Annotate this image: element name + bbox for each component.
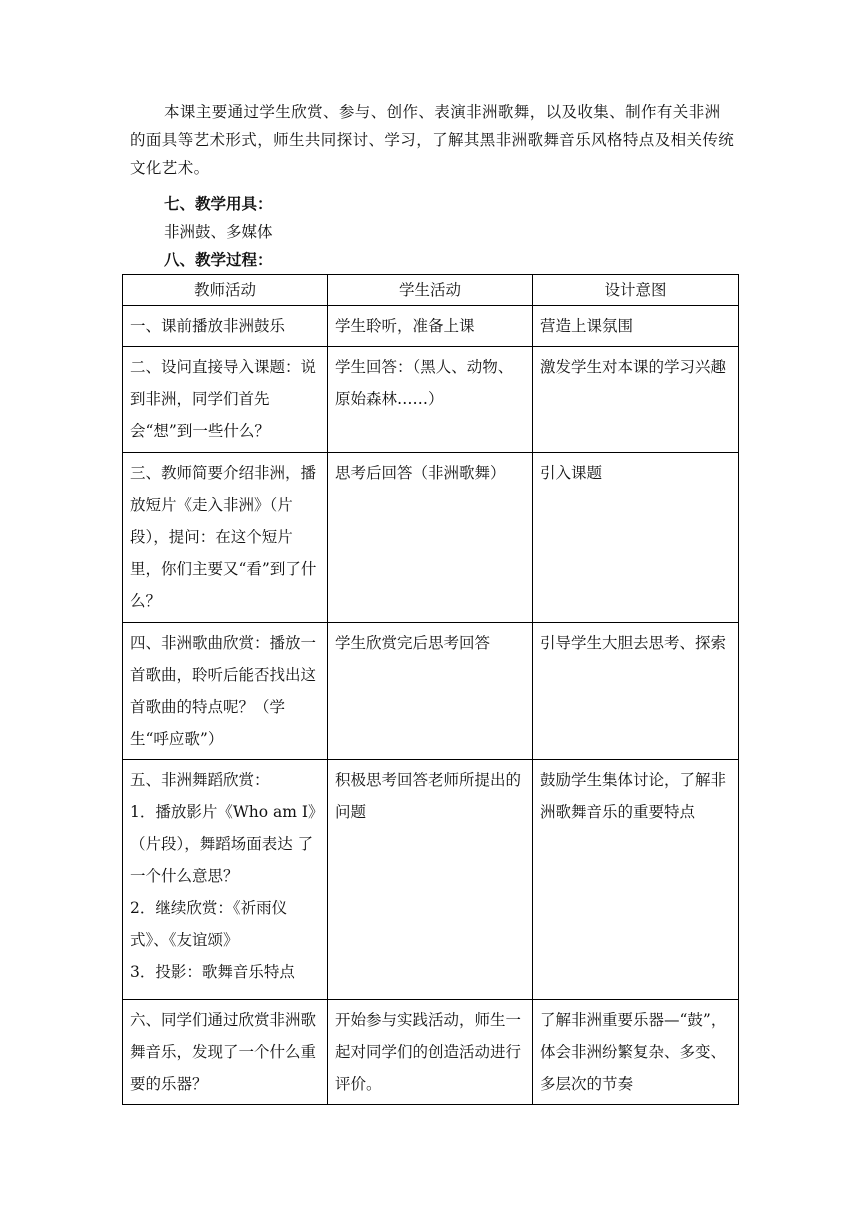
teacher-cell: 六、同学们通过欣赏非洲歌舞音乐，发现了一个什么重要的乐器？ bbox=[123, 1000, 328, 1105]
student-cell: 学生回答：（黑人、动物、原始森林……） bbox=[328, 347, 533, 453]
table-row bbox=[123, 453, 739, 623]
table-row bbox=[123, 760, 739, 1000]
teacher-cell: 二、设问直接导入课题：说到非洲，同学们首先会“想”到一些什么？ bbox=[123, 347, 328, 453]
intent-cell: 引入课题 bbox=[533, 453, 739, 623]
teacher-line: 1．播放影片《Who am I》（片段），舞蹈场面表达 了一个什么意思？ bbox=[130, 803, 316, 885]
intro-paragraph: 本课主要通过学生欣赏、参与、创作、表演非洲歌舞，以及收集、制作有关非洲的面具等艺术形式，师生共同探讨、学习，了解其黑非洲歌舞音乐风格特点及相关传统文化艺术。 bbox=[130, 103, 735, 177]
header-student: 学生活动 bbox=[328, 275, 533, 306]
teacher-cell: 三、教师简要介绍非洲，播放短片《走入非洲》（片段），提问：在这个短片里，你们主要又“看”到了什么？ bbox=[123, 453, 328, 623]
intent-cell: 激发学生对本课的学习兴趣 bbox=[533, 347, 739, 453]
student-cell: 思考后回答（非洲歌舞） bbox=[328, 453, 533, 623]
table-header-row bbox=[123, 275, 739, 306]
student-cell: 学生聆听，准备上课 bbox=[328, 306, 533, 347]
intent-cell: 了解非洲重要乐器—“鼓”，体会非洲纷繁复杂、多变、多层次的节奏 bbox=[533, 1000, 739, 1105]
student-cell: 开始参与实践活动，师生一起对同学们的创造活动进行评价。 bbox=[328, 1000, 533, 1105]
intent-cell: 引导学生大胆去思考、探索 bbox=[533, 623, 739, 760]
section-7-title: 七、教学用具： bbox=[164, 194, 273, 213]
table-row bbox=[123, 623, 739, 760]
student-cell: 学生欣赏完后思考回答 bbox=[328, 623, 533, 760]
table-row bbox=[123, 1000, 739, 1105]
teacher-line: 2．继续欣赏：《祈雨仪式》、《友谊颂》 bbox=[130, 899, 288, 949]
table-row bbox=[123, 347, 739, 453]
teacher-line: 五、非洲舞蹈欣赏： bbox=[130, 771, 270, 789]
lesson-process-table bbox=[122, 274, 739, 1105]
section-7-content: 非洲鼓、多媒体 bbox=[164, 223, 273, 241]
teacher-cell: 一、课前播放非洲鼓乐 bbox=[123, 306, 328, 347]
teacher-cell bbox=[123, 760, 328, 1000]
teacher-line: 3．投影：歌舞音乐特点 bbox=[130, 963, 295, 981]
header-intent: 设计意图 bbox=[533, 275, 739, 306]
teacher-cell: 四、非洲歌曲欣赏：播放一首歌曲，聆听后能否找出这首歌曲的特点呢？（学生“呼应歌”） bbox=[123, 623, 328, 760]
intent-cell: 鼓励学生集体讨论，了解非洲歌舞音乐的重要特点 bbox=[533, 760, 739, 1000]
table-row bbox=[123, 306, 739, 347]
header-teacher: 教师活动 bbox=[123, 275, 328, 306]
student-cell: 积极思考回答老师所提出的问题 bbox=[328, 760, 533, 1000]
intent-cell: 营造上课氛围 bbox=[533, 306, 739, 347]
section-8-title: 八、教学过程： bbox=[164, 250, 273, 269]
